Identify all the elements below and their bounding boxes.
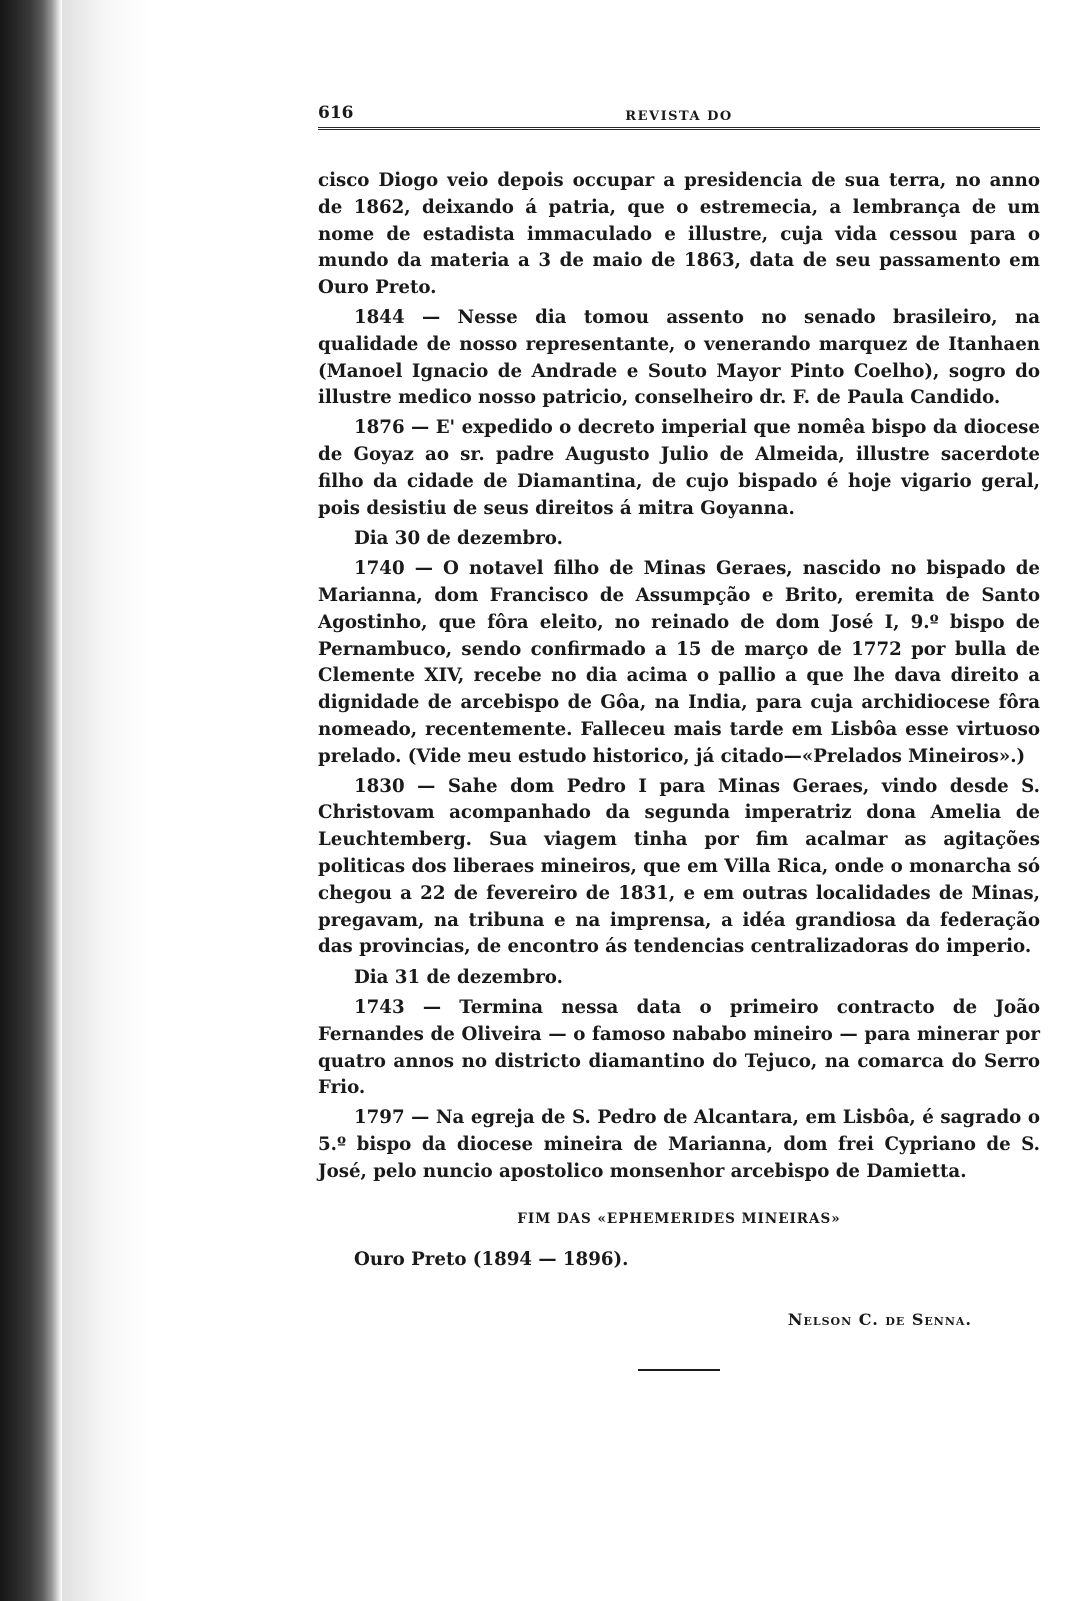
- paragraph: 1844 — Nesse dia tomou assento no senado brasileiro, na qualidade de nosso representante, o venerando marquez de Itanhaen (Manoel Ignacio de Andrade e Souto Mayor Pinto Coelho), sogro do illustre medico nosso patricio, conselheiro dr. F. de Paula Candido.: [318, 306, 1040, 409]
- date-heading: Dia 30 de dezembro.: [354, 528, 563, 550]
- paragraph: 1740 — O notavel filho de Minas Geraes, nascido no bispado de Marianna, dom Francisco de Assumpção e Brito, eremita de Santo Agostinho, que fôra eleito, no reinado de dom José I, 9.º bispo de Pernambuco, sendo confirmado a 15 de março de 1772 por bulla de Clemente XIV, recebe no dia acima o pallio a que lhe dava direito a dignidade de arcebispo de Gôa, na India, para cuja archidiocese fôra nomeado, recentemente. Falleceu mais tarde em Lisbôa esse virtuoso prelado. (Vide meu estudo historico, já citado—«Prelados Mineiros».): [318, 558, 1040, 767]
- closing-line: FIM DAS «EPHEMERIDES MINEIRAS»: [517, 1211, 841, 1228]
- gutter-shadow: [62, 0, 152, 1601]
- book-binding-shadow: [0, 0, 62, 1601]
- running-head: REVISTA DO: [625, 109, 733, 124]
- paragraph: 1830 — Sahe dom Pedro I para Minas Geraes, vindo desde S. Christovam acompanhado da segunda imperatriz dona Amelia de Leuchtemberg. Sua viagem tinha por fim acalmar as agitações politicas dos liberaes mineiros, que em Villa Rica, onde o monarcha só chegou a 22 de fevereiro de 1831, e em outras localidades de Minas, pregavam, na tribuna e na imprensa, a idéa grandiosa da federação das provincias, de encontro ás tendencias centralizadoras do imperio.: [318, 775, 1040, 958]
- place-date: Ouro Preto (1894 — 1896).: [354, 1249, 629, 1271]
- page-number: 616: [318, 103, 354, 123]
- end-rule: [638, 1369, 720, 1371]
- page-body: [318, 168, 1040, 1185]
- paragraph: 1743 — Termina nessa data o primeiro contracto de João Fernandes de Oliveira — o famoso nababo mineiro — para minerar por quatro annos no districto diamantino do Tejuco, na comarca do Serro Frio.: [318, 996, 1040, 1099]
- document-page: [318, 95, 1040, 1371]
- paragraph: cisco Diogo veio depois occupar a presidencia de sua terra, no anno de 1862, deixando á patria, que o estremecia, a lembrança de um nome de estadista immaculado e illustre, cuja vida cessou para o mundo da materia a 3 de maio de 1863, data de seu passamento em Ouro Preto.: [318, 170, 1040, 299]
- date-heading: Dia 31 de dezembro.: [354, 967, 563, 989]
- author-signature: Nelson C. de Senna.: [787, 1310, 972, 1330]
- page-header: [318, 95, 1040, 130]
- paragraph: 1797 — Na egreja de S. Pedro de Alcantara, em Lisbôa, é sagrado o 5.º bispo da diocese mineira de Marianna, dom frei Cypriano de S. José, pelo nuncio apostolico monsenhor arcebispo de Damietta.: [318, 1107, 1040, 1182]
- paragraph: 1876 — E' expedido o decreto imperial que nomêa bispo da diocese de Goyaz ao sr. padre Augusto Julio de Almeida, illustre sacerdote filho da cidade de Diamantina, de cujo bispado é hoje vigario geral, pois desistiu de seus direitos á mitra Goyanna.: [318, 417, 1040, 519]
